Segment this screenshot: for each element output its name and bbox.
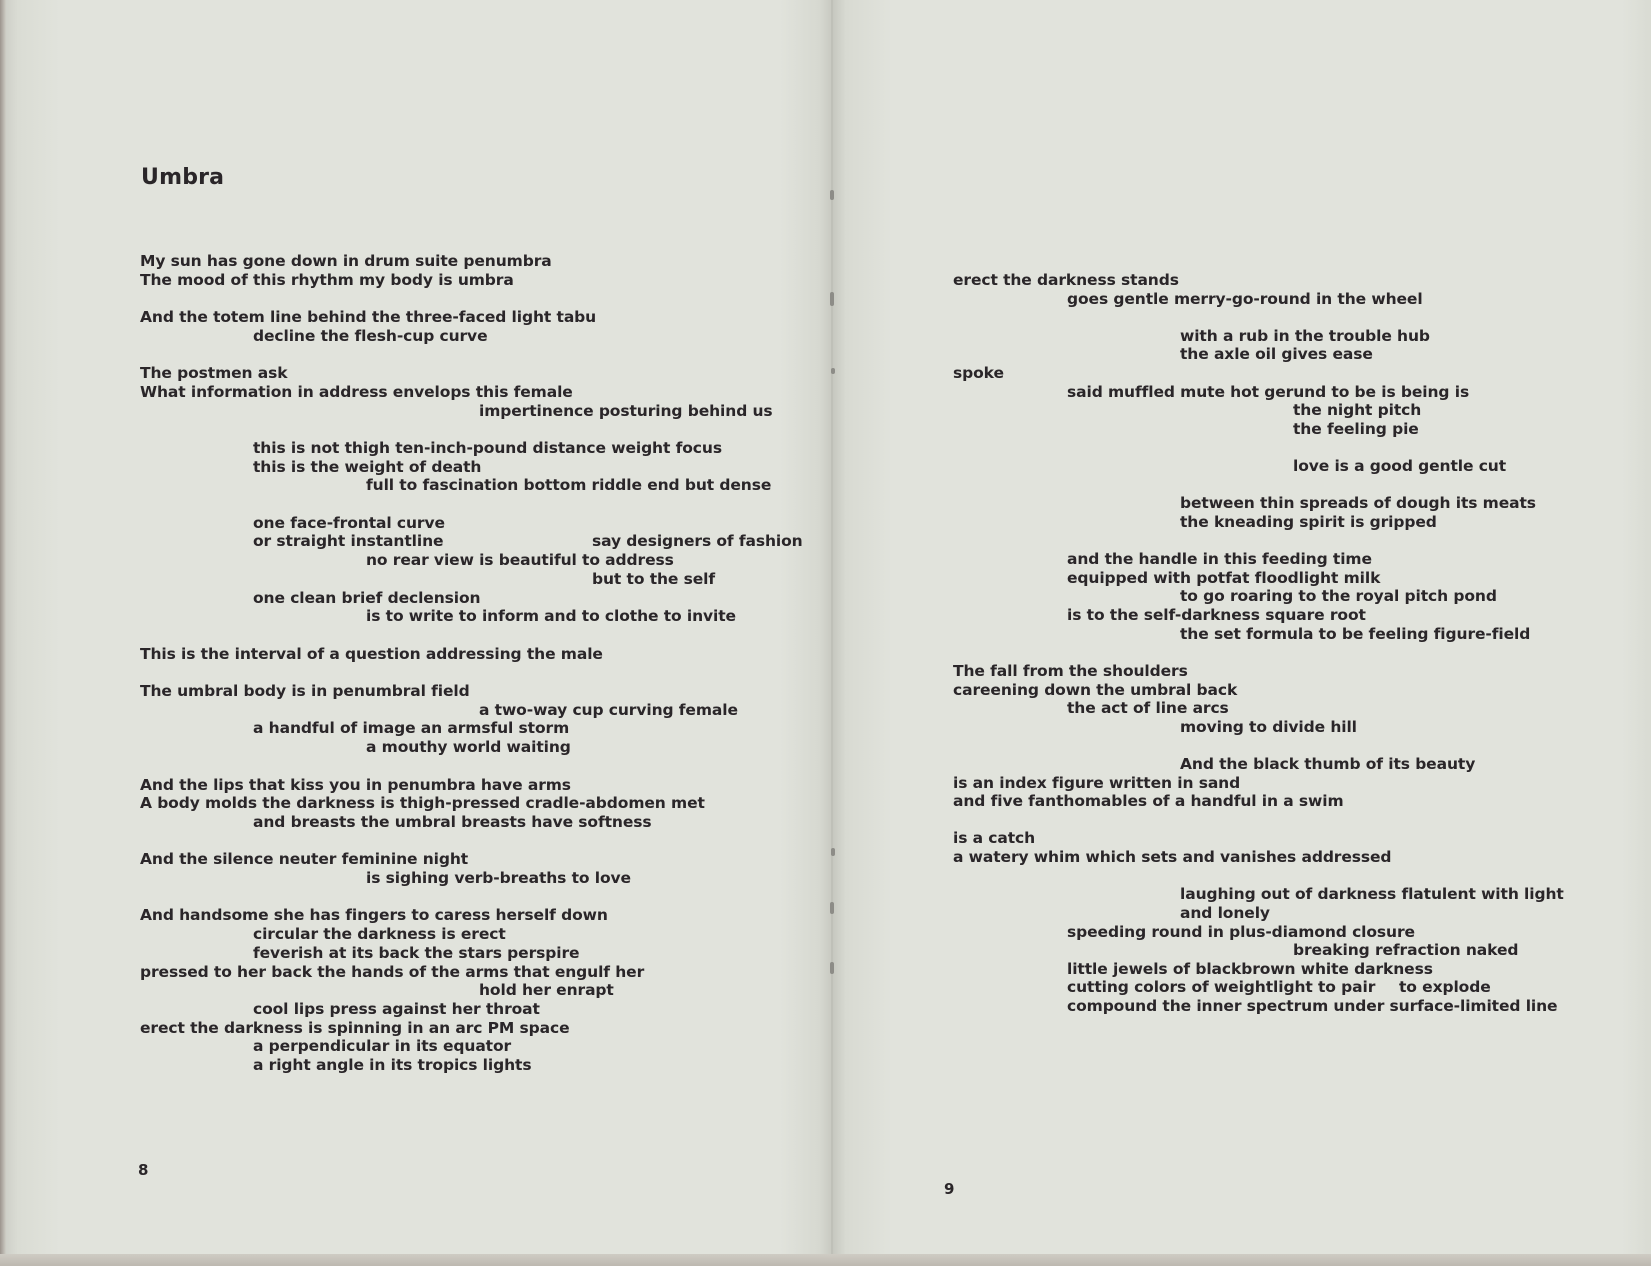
- poem-line: but to the self: [592, 569, 716, 588]
- poem-line: speeding round in plus-diamond closure: [1067, 922, 1415, 941]
- poem-line: goes gentle merry-go-round in the wheel: [1067, 289, 1423, 308]
- poem-line: And the lips that kiss you in penumbra have arms: [140, 775, 571, 794]
- poem-line: erect the darkness stands: [953, 271, 1179, 289]
- book-cover-edge: [0, 0, 6, 1266]
- book-gutter: [831, 0, 833, 1256]
- poem-line: A body molds the darkness is thigh-pressed cradle-abdomen met: [140, 794, 705, 813]
- poem-line: equipped with potfat floodlight milk: [1067, 568, 1381, 587]
- poem-line: The fall from the shoulders: [953, 661, 1188, 680]
- poem-line: or straight instantline: [253, 532, 444, 551]
- poem-line: a right angle in its tropics lights: [253, 1056, 532, 1074]
- poem-line: to go roaring to the royal pitch pond: [1180, 587, 1497, 606]
- poem-line: the kneading spirit is gripped: [1180, 513, 1437, 531]
- poem-line: breaking refraction naked: [1293, 941, 1519, 960]
- poem-line: is a catch: [953, 829, 1036, 848]
- poem-line: decline the flesh-cup curve: [253, 326, 488, 345]
- poem-line: And the silence neuter feminine night: [140, 850, 469, 869]
- right-page: [832, 0, 1651, 1256]
- poem-line: is an index figure written in sand: [953, 773, 1241, 792]
- poem-line: a watery whim which sets and vanishes addressed: [953, 848, 1392, 867]
- poem-line: a two-way cup curving female: [479, 700, 738, 719]
- poem-line: My sun has gone down in drum suite penumbra: [140, 252, 552, 270]
- binding-staple: [831, 368, 835, 374]
- binding-staple: [830, 190, 834, 200]
- poem-line: laughing out of darkness flatulent with light: [1180, 885, 1564, 904]
- poem-line: The mood of this rhythm my body is umbra: [140, 270, 514, 289]
- poem-line: And the black thumb of its beauty: [1180, 755, 1476, 773]
- poem-line: erect the darkness is spinning in an arc PM space: [140, 1018, 570, 1037]
- poem-line: This is the interval of a question addressing the male: [140, 644, 603, 663]
- binding-staple: [830, 902, 834, 914]
- binding-staple: [831, 848, 835, 856]
- poem-line: this is not thigh ten-inch-pound distance weight focus: [253, 438, 722, 457]
- poem-line: and lonely: [1180, 903, 1270, 922]
- poem-title: Umbra: [141, 165, 225, 190]
- binding-staple: [830, 962, 834, 974]
- poem-line: feverish at its back the stars perspire: [253, 943, 580, 962]
- poem-line: and the handle in this feeding time: [1067, 550, 1372, 569]
- poem-line: the axle oil gives ease: [1180, 345, 1373, 364]
- poem-line: And handsome she has fingers to caress herself down: [140, 906, 608, 925]
- poem-line: What information in address envelops this female: [140, 382, 573, 401]
- poem-line: and breasts the umbral breasts have softness: [253, 812, 652, 831]
- poem-line: compound the inner spectrum under surface-limited line: [1067, 997, 1558, 1015]
- poem-line: impertinence posturing behind us: [479, 401, 773, 420]
- binding-staple: [830, 292, 834, 306]
- poem-line: love is a good gentle cut: [1293, 457, 1507, 476]
- book-bottom-edge: [0, 1254, 1651, 1266]
- poem-line: cool lips press against her throat: [253, 999, 540, 1018]
- poem-line: is sighing verb-breaths to love: [366, 869, 631, 888]
- page-number-right: 9: [944, 1180, 955, 1198]
- poem-line: said muffled mute hot gerund to be is being is: [1067, 382, 1470, 401]
- poem-line: the set formula to be feeling figure-field: [1180, 624, 1531, 643]
- poem-line: circular the darkness is erect: [253, 925, 506, 944]
- poem-line: careening down the umbral back: [953, 680, 1238, 699]
- poem-line: spoke: [953, 364, 1004, 383]
- poem-line: moving to divide hill: [1180, 717, 1357, 736]
- poem-line: one face-frontal curve: [253, 513, 445, 532]
- poem-line: little jewels of blackbrown white darkness: [1067, 959, 1433, 978]
- left-page: [0, 0, 832, 1256]
- poem-line: with a rub in the trouble hub: [1180, 326, 1430, 345]
- poem-line: no rear view is beautiful to address: [366, 551, 674, 570]
- poem-line: cutting colors of weightlight to pair: [1067, 978, 1376, 997]
- poem-line: pressed to her back the hands of the arms that engulf her: [140, 962, 645, 981]
- poem-line: a mouthy world waiting: [366, 738, 571, 757]
- poem-line: to explode: [1399, 978, 1491, 997]
- poem-line: the act of line arcs: [1067, 699, 1229, 718]
- poem-line: The umbral body is in penumbral field: [140, 682, 470, 701]
- poem-line: the feeling pie: [1293, 419, 1419, 438]
- poem-line: between thin spreads of dough its meats: [1180, 494, 1536, 513]
- poem-line: this is the weight of death: [253, 457, 482, 476]
- poem-line: say designers of fashion: [592, 532, 803, 551]
- page-number-left: 8: [138, 1161, 149, 1179]
- poem-line: a perpendicular in its equator: [253, 1037, 512, 1056]
- poem-line: and five fanthomables of a handful in a swim: [953, 792, 1344, 811]
- poem-line: The postmen ask: [140, 364, 288, 383]
- poem-line: full to fascination bottom riddle end but dense: [366, 476, 772, 495]
- poem-line: is to the self-darkness square root: [1067, 606, 1366, 625]
- poem-line: a handful of image an armsful storm: [253, 719, 570, 738]
- poem-line: one clean brief declension: [253, 588, 481, 607]
- poem-line: the night pitch: [1293, 401, 1422, 420]
- poem-line: is to write to inform and to clothe to invite: [366, 607, 736, 626]
- poem-line: And the totem line behind the three-faced light tabu: [140, 308, 597, 327]
- poem-line: hold her enrapt: [479, 981, 614, 1000]
